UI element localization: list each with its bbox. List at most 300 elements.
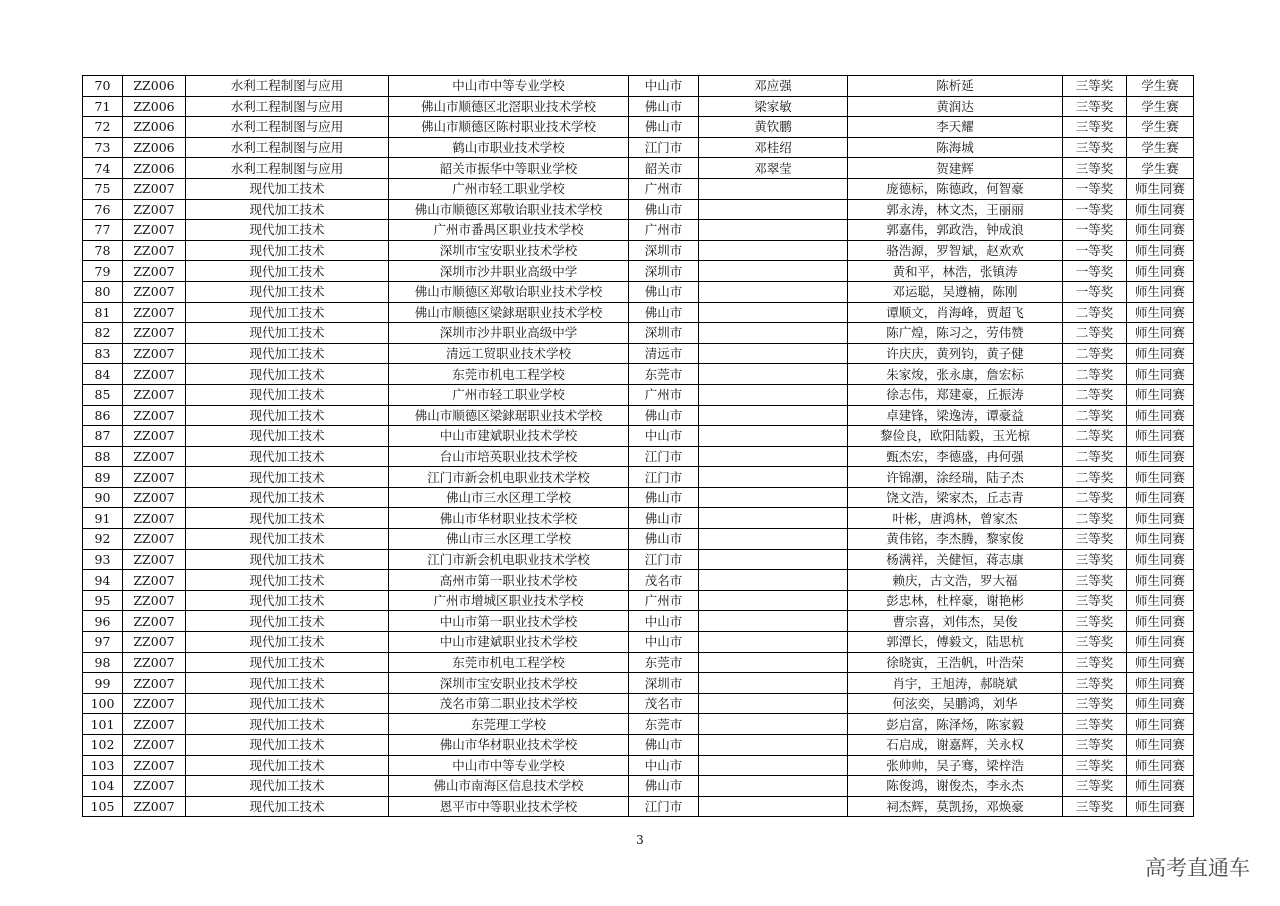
- city-cell: 中山市: [629, 426, 699, 447]
- instructor-cell: [699, 796, 848, 817]
- award-cell: 二等奖: [1063, 323, 1127, 344]
- city-cell: 深圳市: [629, 323, 699, 344]
- award-cell: 一等奖: [1063, 220, 1127, 241]
- table-row: [83, 487, 1194, 508]
- city-cell: 中山市: [629, 755, 699, 776]
- instructor-cell: [699, 652, 848, 673]
- competition-name-cell: 现代加工技术: [186, 549, 389, 570]
- city-cell: 韶关市: [629, 158, 699, 179]
- project-code-cell: ZZ007: [123, 384, 186, 405]
- row-index-cell: 78: [83, 240, 123, 261]
- contestants-cell: 彭启富，陈泽炀，陈家毅: [848, 714, 1063, 735]
- award-cell: 二等奖: [1063, 487, 1127, 508]
- competition-type-cell: 师生同赛: [1127, 590, 1194, 611]
- award-cell: 三等奖: [1063, 632, 1127, 653]
- instructor-cell: [699, 570, 848, 591]
- competition-type-cell: 师生同赛: [1127, 755, 1194, 776]
- competition-type-cell: 学生赛: [1127, 137, 1194, 158]
- project-code-cell: ZZ007: [123, 178, 186, 199]
- award-cell: 三等奖: [1063, 117, 1127, 138]
- award-cell: 三等奖: [1063, 714, 1127, 735]
- contestants-cell: 曹宗喜，刘伟杰，吴俊: [848, 611, 1063, 632]
- row-index-cell: 99: [83, 673, 123, 694]
- school-name-cell: 佛山市顺德区梁銶琚职业技术学校: [389, 302, 629, 323]
- competition-name-cell: 现代加工技术: [186, 673, 389, 694]
- competition-name-cell: 水利工程制图与应用: [186, 76, 389, 97]
- city-cell: 茂名市: [629, 693, 699, 714]
- contestants-cell: 陈海城: [848, 137, 1063, 158]
- competition-name-cell: 现代加工技术: [186, 323, 389, 344]
- row-index-cell: 71: [83, 96, 123, 117]
- contestants-cell: 黎俭良，欧阳陆毅，玉光椋: [848, 426, 1063, 447]
- award-cell: 一等奖: [1063, 199, 1127, 220]
- city-cell: 深圳市: [629, 673, 699, 694]
- project-code-cell: ZZ007: [123, 446, 186, 467]
- row-index-cell: 102: [83, 735, 123, 756]
- school-name-cell: 中山市第一职业技术学校: [389, 611, 629, 632]
- project-code-cell: ZZ006: [123, 96, 186, 117]
- contestants-cell: 陈广煌，陈习之，劳伟赞: [848, 323, 1063, 344]
- award-cell: 三等奖: [1063, 755, 1127, 776]
- table-row: [83, 529, 1194, 550]
- row-index-cell: 70: [83, 76, 123, 97]
- competition-name-cell: 水利工程制图与应用: [186, 117, 389, 138]
- project-code-cell: ZZ007: [123, 796, 186, 817]
- competition-type-cell: 师生同赛: [1127, 323, 1194, 344]
- project-code-cell: ZZ007: [123, 693, 186, 714]
- contestants-cell: 肖宇，王旭涛，郝晓斌: [848, 673, 1063, 694]
- award-cell: 三等奖: [1063, 570, 1127, 591]
- row-index-cell: 72: [83, 117, 123, 138]
- city-cell: 深圳市: [629, 240, 699, 261]
- competition-name-cell: 现代加工技术: [186, 735, 389, 756]
- city-cell: 佛山市: [629, 529, 699, 550]
- competition-name-cell: 现代加工技术: [186, 755, 389, 776]
- competition-name-cell: 现代加工技术: [186, 199, 389, 220]
- competition-type-cell: 师生同赛: [1127, 673, 1194, 694]
- school-name-cell: 茂名市第二职业技术学校: [389, 693, 629, 714]
- competition-name-cell: 现代加工技术: [186, 611, 389, 632]
- competition-name-cell: 现代加工技术: [186, 529, 389, 550]
- award-cell: 二等奖: [1063, 364, 1127, 385]
- table-row: [83, 755, 1194, 776]
- contestants-cell: 朱家焌，张永康，詹宏标: [848, 364, 1063, 385]
- school-name-cell: 广州市轻工职业学校: [389, 384, 629, 405]
- table-row: [83, 508, 1194, 529]
- city-cell: 江门市: [629, 467, 699, 488]
- city-cell: 佛山市: [629, 776, 699, 797]
- award-cell: 二等奖: [1063, 467, 1127, 488]
- competition-type-cell: 师生同赛: [1127, 508, 1194, 529]
- competition-type-cell: 师生同赛: [1127, 693, 1194, 714]
- competition-type-cell: 师生同赛: [1127, 652, 1194, 673]
- competition-type-cell: 师生同赛: [1127, 487, 1194, 508]
- school-name-cell: 台山市培英职业技术学校: [389, 446, 629, 467]
- city-cell: 江门市: [629, 549, 699, 570]
- instructor-cell: [699, 776, 848, 797]
- table-row: [83, 199, 1194, 220]
- city-cell: 东莞市: [629, 714, 699, 735]
- instructor-cell: [699, 632, 848, 653]
- city-cell: 江门市: [629, 446, 699, 467]
- table-row: [83, 611, 1194, 632]
- school-name-cell: 广州市番禺区职业技术学校: [389, 220, 629, 241]
- contestants-cell: 黄和平，林浩，张镇涛: [848, 261, 1063, 282]
- competition-type-cell: 师生同赛: [1127, 302, 1194, 323]
- city-cell: 佛山市: [629, 508, 699, 529]
- instructor-cell: [699, 302, 848, 323]
- row-index-cell: 83: [83, 343, 123, 364]
- school-name-cell: 东莞市机电工程学校: [389, 652, 629, 673]
- school-name-cell: 深圳市宝安职业技术学校: [389, 240, 629, 261]
- instructor-cell: [699, 426, 848, 447]
- contestants-cell: 许锦潮，涂经瑞，陆子杰: [848, 467, 1063, 488]
- row-index-cell: 87: [83, 426, 123, 447]
- city-cell: 广州市: [629, 178, 699, 199]
- table-row: [83, 673, 1194, 694]
- school-name-cell: 清远工贸职业技术学校: [389, 343, 629, 364]
- project-code-cell: ZZ007: [123, 261, 186, 282]
- project-code-cell: ZZ007: [123, 632, 186, 653]
- contestants-cell: 谭顺文，肖海峰，贾超飞: [848, 302, 1063, 323]
- competition-type-cell: 师生同赛: [1127, 178, 1194, 199]
- city-cell: 清远市: [629, 343, 699, 364]
- table-row: [83, 220, 1194, 241]
- contestants-cell: 徐晓寅，王浩帆，叶浩荣: [848, 652, 1063, 673]
- competition-name-cell: 现代加工技术: [186, 693, 389, 714]
- project-code-cell: ZZ007: [123, 240, 186, 261]
- instructor-cell: [699, 323, 848, 344]
- instructor-cell: [699, 364, 848, 385]
- school-name-cell: 广州市轻工职业学校: [389, 178, 629, 199]
- competition-name-cell: 现代加工技术: [186, 446, 389, 467]
- instructor-cell: [699, 693, 848, 714]
- contestants-cell: 彭忠林，杜梓豪，谢艳彬: [848, 590, 1063, 611]
- page-number: 3: [636, 833, 644, 847]
- award-cell: 三等奖: [1063, 137, 1127, 158]
- city-cell: 佛山市: [629, 96, 699, 117]
- project-code-cell: ZZ006: [123, 158, 186, 179]
- award-cell: 二等奖: [1063, 426, 1127, 447]
- contestants-cell: 陈析延: [848, 76, 1063, 97]
- competition-name-cell: 现代加工技术: [186, 364, 389, 385]
- project-code-cell: ZZ007: [123, 405, 186, 426]
- table-row: [83, 137, 1194, 158]
- competition-type-cell: 师生同赛: [1127, 714, 1194, 735]
- project-code-cell: ZZ007: [123, 281, 186, 302]
- instructor-cell: [699, 220, 848, 241]
- school-name-cell: 佛山市三水区理工学校: [389, 487, 629, 508]
- competition-name-cell: 现代加工技术: [186, 714, 389, 735]
- instructor-cell: 黄钦鹏: [699, 117, 848, 138]
- award-cell: 三等奖: [1063, 652, 1127, 673]
- table-row: [83, 776, 1194, 797]
- city-cell: 佛山市: [629, 302, 699, 323]
- row-index-cell: 76: [83, 199, 123, 220]
- school-name-cell: 东莞市机电工程学校: [389, 364, 629, 385]
- competition-name-cell: 现代加工技术: [186, 632, 389, 653]
- contestants-cell: 祠杰辉，莫凯扬，邓焕豪: [848, 796, 1063, 817]
- table-row: [83, 323, 1194, 344]
- row-index-cell: 91: [83, 508, 123, 529]
- contestants-cell: 庞德标，陈德政，何智豪: [848, 178, 1063, 199]
- row-index-cell: 92: [83, 529, 123, 550]
- row-index-cell: 73: [83, 137, 123, 158]
- city-cell: 江门市: [629, 137, 699, 158]
- table-row: [83, 590, 1194, 611]
- instructor-cell: [699, 343, 848, 364]
- table-row: [83, 117, 1194, 138]
- school-name-cell: 东莞理工学校: [389, 714, 629, 735]
- city-cell: 中山市: [629, 632, 699, 653]
- school-name-cell: 佛山市顺德区陈村职业技术学校: [389, 117, 629, 138]
- city-cell: 佛山市: [629, 405, 699, 426]
- city-cell: 中山市: [629, 76, 699, 97]
- city-cell: 中山市: [629, 611, 699, 632]
- award-cell: 二等奖: [1063, 405, 1127, 426]
- contestants-cell: 陈俊鸿，谢俊杰，李永杰: [848, 776, 1063, 797]
- project-code-cell: ZZ007: [123, 755, 186, 776]
- instructor-cell: 邓翠莹: [699, 158, 848, 179]
- school-name-cell: 中山市建斌职业技术学校: [389, 426, 629, 447]
- row-index-cell: 100: [83, 693, 123, 714]
- school-name-cell: 佛山市顺德区郑敬诒职业技术学校: [389, 281, 629, 302]
- instructor-cell: [699, 487, 848, 508]
- competition-name-cell: 现代加工技术: [186, 652, 389, 673]
- table-row: [83, 281, 1194, 302]
- table-row: [83, 240, 1194, 261]
- table-row: [83, 796, 1194, 817]
- award-cell: 三等奖: [1063, 96, 1127, 117]
- table-row: [83, 426, 1194, 447]
- table-row: [83, 76, 1194, 97]
- project-code-cell: ZZ007: [123, 302, 186, 323]
- competition-type-cell: 师生同赛: [1127, 364, 1194, 385]
- project-code-cell: ZZ006: [123, 137, 186, 158]
- row-index-cell: 101: [83, 714, 123, 735]
- school-name-cell: 佛山市华材职业技术学校: [389, 508, 629, 529]
- instructor-cell: [699, 714, 848, 735]
- contestants-cell: 杨满祥，关健恒，蒋志康: [848, 549, 1063, 570]
- school-name-cell: 佛山市顺德区郑敬诒职业技术学校: [389, 199, 629, 220]
- competition-type-cell: 师生同赛: [1127, 570, 1194, 591]
- row-index-cell: 95: [83, 590, 123, 611]
- table-row: [83, 693, 1194, 714]
- row-index-cell: 77: [83, 220, 123, 241]
- competition-name-cell: 现代加工技术: [186, 570, 389, 591]
- competition-name-cell: 现代加工技术: [186, 302, 389, 323]
- instructor-cell: [699, 281, 848, 302]
- instructor-cell: [699, 199, 848, 220]
- table-row: [83, 652, 1194, 673]
- city-cell: 广州市: [629, 384, 699, 405]
- contestants-cell: 卓建锋，梁逸涛，谭豪益: [848, 405, 1063, 426]
- award-cell: 三等奖: [1063, 693, 1127, 714]
- award-cell: 三等奖: [1063, 590, 1127, 611]
- competition-name-cell: 水利工程制图与应用: [186, 158, 389, 179]
- instructor-cell: 梁家敏: [699, 96, 848, 117]
- instructor-cell: [699, 735, 848, 756]
- row-index-cell: 96: [83, 611, 123, 632]
- competition-type-cell: 学生赛: [1127, 96, 1194, 117]
- project-code-cell: ZZ007: [123, 487, 186, 508]
- award-cell: 三等奖: [1063, 158, 1127, 179]
- project-code-cell: ZZ007: [123, 426, 186, 447]
- award-cell: 一等奖: [1063, 261, 1127, 282]
- school-name-cell: 中山市中等专业学校: [389, 755, 629, 776]
- instructor-cell: [699, 467, 848, 488]
- school-name-cell: 鹤山市职业技术学校: [389, 137, 629, 158]
- contestants-cell: 何泫奕，吴鹏鸿，刘华: [848, 693, 1063, 714]
- table-row: [83, 570, 1194, 591]
- city-cell: 佛山市: [629, 735, 699, 756]
- instructor-cell: [699, 384, 848, 405]
- award-cell: 三等奖: [1063, 611, 1127, 632]
- instructor-cell: [699, 261, 848, 282]
- contestants-cell: 黄润达: [848, 96, 1063, 117]
- competition-type-cell: 师生同赛: [1127, 343, 1194, 364]
- instructor-cell: [699, 529, 848, 550]
- competition-type-cell: 师生同赛: [1127, 426, 1194, 447]
- instructor-cell: [699, 611, 848, 632]
- table-row: [83, 632, 1194, 653]
- award-cell: 一等奖: [1063, 281, 1127, 302]
- project-code-cell: ZZ007: [123, 590, 186, 611]
- row-index-cell: 82: [83, 323, 123, 344]
- city-cell: 佛山市: [629, 487, 699, 508]
- contestants-cell: 许庆庆，黄列钧，黄子健: [848, 343, 1063, 364]
- competition-name-cell: 现代加工技术: [186, 405, 389, 426]
- table-row: [83, 467, 1194, 488]
- contestants-cell: 骆浩源，罗智斌，赵欢欢: [848, 240, 1063, 261]
- competition-type-cell: 师生同赛: [1127, 467, 1194, 488]
- award-cell: 二等奖: [1063, 384, 1127, 405]
- award-cell: 一等奖: [1063, 178, 1127, 199]
- instructor-cell: [699, 446, 848, 467]
- instructor-cell: [699, 549, 848, 570]
- competition-name-cell: 现代加工技术: [186, 508, 389, 529]
- results-table: [82, 75, 1194, 817]
- project-code-cell: ZZ007: [123, 364, 186, 385]
- instructor-cell: [699, 590, 848, 611]
- competition-type-cell: 师生同赛: [1127, 405, 1194, 426]
- project-code-cell: ZZ007: [123, 673, 186, 694]
- contestants-cell: 郭嘉伟，郭政浩，钟成浪: [848, 220, 1063, 241]
- city-cell: 茂名市: [629, 570, 699, 591]
- city-cell: 东莞市: [629, 364, 699, 385]
- competition-name-cell: 现代加工技术: [186, 343, 389, 364]
- table-row: [83, 364, 1194, 385]
- competition-type-cell: 师生同赛: [1127, 199, 1194, 220]
- instructor-cell: 邓桂绍: [699, 137, 848, 158]
- project-code-cell: ZZ007: [123, 508, 186, 529]
- city-cell: 广州市: [629, 590, 699, 611]
- row-index-cell: 88: [83, 446, 123, 467]
- school-name-cell: 中山市中等专业学校: [389, 76, 629, 97]
- row-index-cell: 89: [83, 467, 123, 488]
- project-code-cell: ZZ007: [123, 199, 186, 220]
- row-index-cell: 105: [83, 796, 123, 817]
- row-index-cell: 84: [83, 364, 123, 385]
- competition-type-cell: 师生同赛: [1127, 632, 1194, 653]
- table-row: [83, 96, 1194, 117]
- competition-name-cell: 现代加工技术: [186, 281, 389, 302]
- competition-name-cell: 现代加工技术: [186, 178, 389, 199]
- award-cell: 二等奖: [1063, 446, 1127, 467]
- row-index-cell: 93: [83, 549, 123, 570]
- contestants-cell: 赖庆，古文浩，罗大福: [848, 570, 1063, 591]
- instructor-cell: [699, 673, 848, 694]
- school-name-cell: 深圳市沙井职业高级中学: [389, 261, 629, 282]
- city-cell: 深圳市: [629, 261, 699, 282]
- award-cell: 二等奖: [1063, 508, 1127, 529]
- competition-type-cell: 师生同赛: [1127, 796, 1194, 817]
- row-index-cell: 97: [83, 632, 123, 653]
- award-cell: 三等奖: [1063, 549, 1127, 570]
- instructor-cell: [699, 405, 848, 426]
- competition-name-cell: 现代加工技术: [186, 487, 389, 508]
- competition-type-cell: 师生同赛: [1127, 735, 1194, 756]
- competition-type-cell: 师生同赛: [1127, 220, 1194, 241]
- table-row: [83, 446, 1194, 467]
- row-index-cell: 86: [83, 405, 123, 426]
- table-row: [83, 735, 1194, 756]
- city-cell: 广州市: [629, 220, 699, 241]
- award-cell: 一等奖: [1063, 240, 1127, 261]
- competition-name-cell: 现代加工技术: [186, 261, 389, 282]
- project-code-cell: ZZ007: [123, 735, 186, 756]
- contestants-cell: 石启成，谢嘉辉，关永权: [848, 735, 1063, 756]
- competition-type-cell: 学生赛: [1127, 158, 1194, 179]
- city-cell: 东莞市: [629, 652, 699, 673]
- school-name-cell: 中山市建斌职业技术学校: [389, 632, 629, 653]
- row-index-cell: 90: [83, 487, 123, 508]
- school-name-cell: 佛山市顺德区北滘职业技术学校: [389, 96, 629, 117]
- contestants-cell: 邓运聪，吴遵楠，陈刚: [848, 281, 1063, 302]
- city-cell: 佛山市: [629, 117, 699, 138]
- contestants-cell: 李天耀: [848, 117, 1063, 138]
- row-index-cell: 104: [83, 776, 123, 797]
- competition-name-cell: 水利工程制图与应用: [186, 96, 389, 117]
- table-row: [83, 549, 1194, 570]
- competition-name-cell: 现代加工技术: [186, 384, 389, 405]
- award-cell: 二等奖: [1063, 343, 1127, 364]
- project-code-cell: ZZ007: [123, 343, 186, 364]
- row-index-cell: 75: [83, 178, 123, 199]
- row-index-cell: 81: [83, 302, 123, 323]
- award-cell: 三等奖: [1063, 673, 1127, 694]
- competition-name-cell: 现代加工技术: [186, 776, 389, 797]
- competition-type-cell: 师生同赛: [1127, 384, 1194, 405]
- watermark-logo: 高考直通车: [1145, 856, 1250, 880]
- competition-type-cell: 师生同赛: [1127, 261, 1194, 282]
- competition-name-cell: 现代加工技术: [186, 220, 389, 241]
- school-name-cell: 佛山市顺德区梁銶琚职业技术学校: [389, 405, 629, 426]
- contestants-cell: 饶文浩，梁家杰，丘志青: [848, 487, 1063, 508]
- project-code-cell: ZZ007: [123, 549, 186, 570]
- project-code-cell: ZZ007: [123, 652, 186, 673]
- project-code-cell: ZZ007: [123, 776, 186, 797]
- contestants-cell: 贺建辉: [848, 158, 1063, 179]
- award-cell: 三等奖: [1063, 796, 1127, 817]
- table-row: [83, 343, 1194, 364]
- table-row: [83, 178, 1194, 199]
- award-cell: 三等奖: [1063, 76, 1127, 97]
- row-index-cell: 85: [83, 384, 123, 405]
- award-cell: 三等奖: [1063, 735, 1127, 756]
- competition-name-cell: 现代加工技术: [186, 590, 389, 611]
- school-name-cell: 佛山市南海区信息技术学校: [389, 776, 629, 797]
